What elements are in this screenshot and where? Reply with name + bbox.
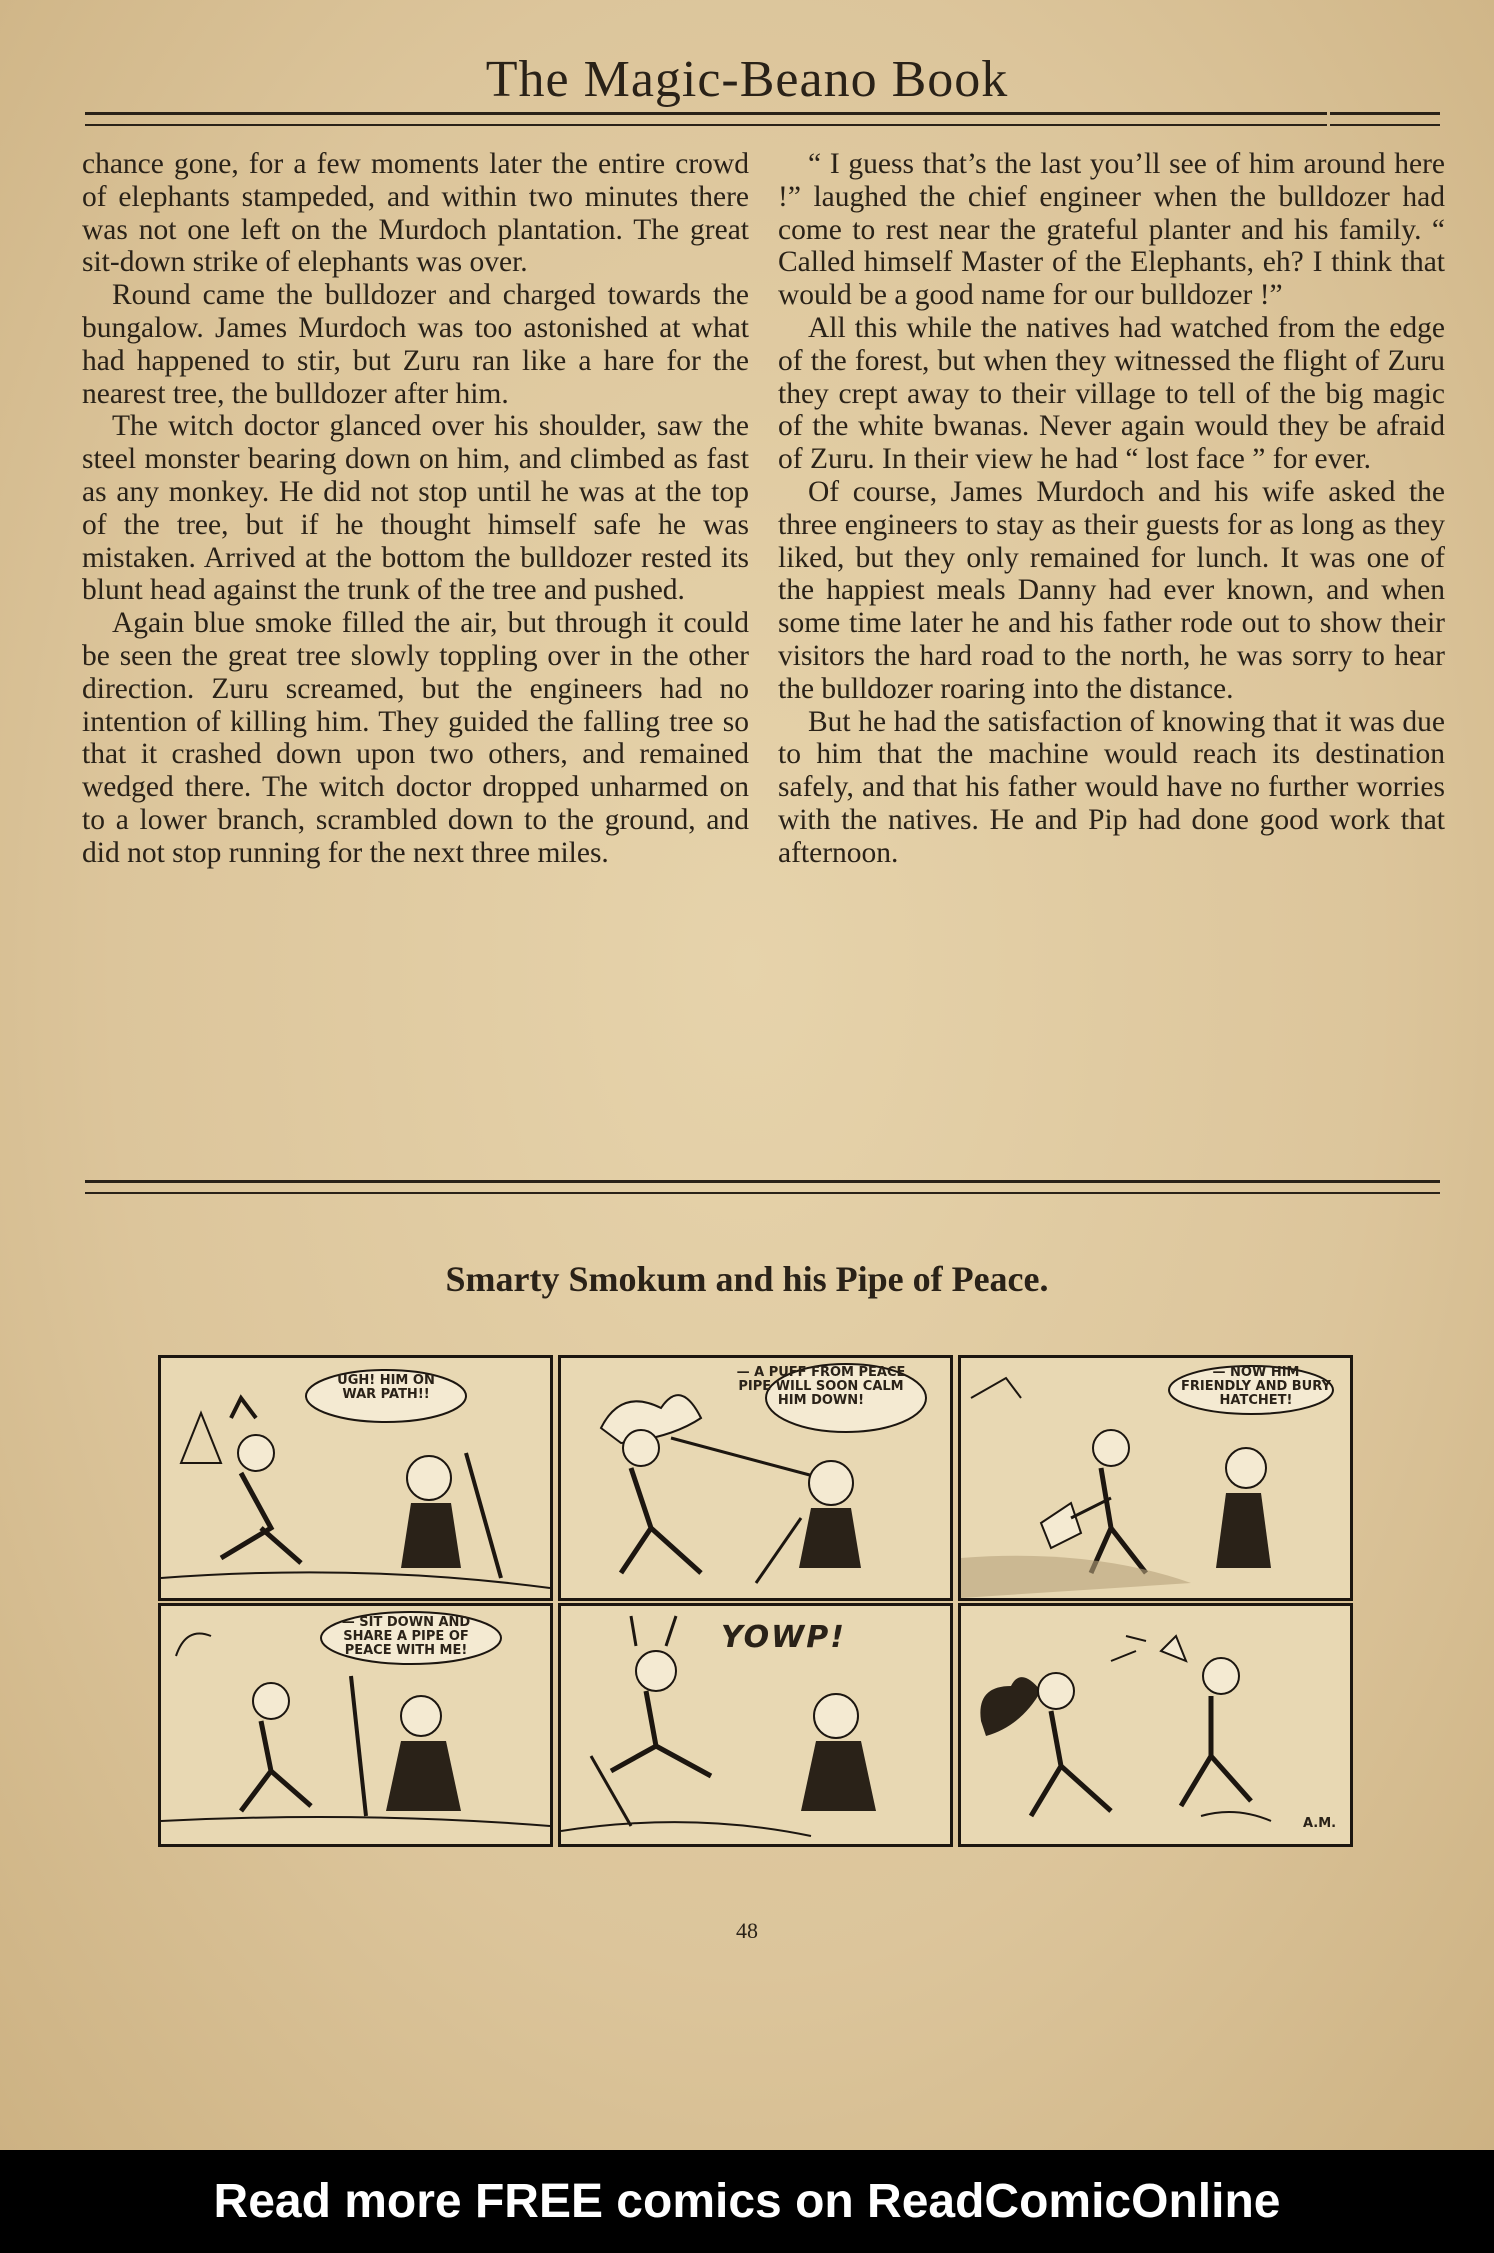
comic-panel-2 bbox=[558, 1355, 953, 1601]
comic-panel-3 bbox=[958, 1355, 1353, 1601]
story-column-right bbox=[778, 148, 1445, 870]
comic-strip-title: Smarty Smokum and his Pipe of Peace. bbox=[445, 1259, 1049, 1299]
page-number: 48 bbox=[736, 1918, 758, 1943]
story-paragraph: The witch doctor glanced over his shoulder, saw the steel monster bearing down on him, and climbed as fast as any monkey. He did not stop until he was at the top of the tree, but if he thought himself safe he was mistaken. Arrived at the bottom the bulldozer rested its blunt head against the trunk of the tree and pushed. bbox=[82, 410, 749, 607]
story-paragraph: But he had the satisfaction of knowing that it was due to him that the machine would reach its destination safely, and that his father would have no further worries with the natives. He and Pip had done good work that afternoon. bbox=[778, 705, 1445, 869]
header-rule-right bbox=[1330, 112, 1440, 126]
story-paragraph: Again blue smoke filled the air, but through it could be seen the great tree slowly toppling over in the other direction. Zuru screamed, but the engineers had no intention of killing him. They guided the falling tree so that it crashed down upon two others, and remained wedged there. The witch doctor dropped unharmed on to a lower branch, scrambled down to the ground, and did not stop running for the next three miles. bbox=[82, 607, 749, 869]
comic-panel-6 bbox=[958, 1603, 1353, 1847]
section-divider-rule bbox=[85, 1180, 1440, 1194]
promo-banner[interactable]: Read more FREE comics on ReadComicOnline bbox=[0, 2150, 1494, 2253]
speech-balloon: — A PUFF FROM PEACE PIPE WILL SOON CALM HIM DOWN! bbox=[736, 1365, 906, 1408]
comic-panel-4 bbox=[158, 1603, 553, 1847]
speech-balloon: — NOW HIM FRIENDLY AND BURY HATCHET! bbox=[1181, 1365, 1331, 1408]
story-paragraph: chance gone, for a few moments later the entire crowd of elephants stampeded, and within two minutes there was not one left on the Murdoch plantation. The great sit-down strike of elephants was over. bbox=[82, 148, 749, 279]
comic-panel-5 bbox=[558, 1603, 953, 1847]
sound-effect-text: YOWP! bbox=[721, 1620, 846, 1655]
page-header-title: The Magic-Beano Book bbox=[485, 51, 1009, 108]
speech-balloon: — SIT DOWN AND SHARE A PIPE OF PEACE WITH ME! bbox=[341, 1615, 471, 1658]
comic-panel-1 bbox=[158, 1355, 553, 1601]
story-paragraph: Of course, James Murdoch and his wife asked the three engineers to stay as their guests for as long as they liked, but they only remained for lunch. It was one of the happiest meals Danny had ever known, and when some time later he and his father rode out to show their visitors the hard road to the north, he was sorry to hear the bulldozer roaring into the distance. bbox=[778, 475, 1445, 705]
speech-balloon: UGH! HIM ON WAR PATH!! bbox=[337, 1373, 435, 1402]
artist-signature: A.M. bbox=[1303, 1816, 1337, 1831]
story-column-left bbox=[82, 148, 749, 870]
story-paragraph: Round came the bulldozer and charged towards the bungalow. James Murdoch was too astonished at what had happened to stir, but Zuru ran like a hare for the nearest tree, the bulldozer after him. bbox=[82, 279, 749, 410]
story-paragraph: All this while the natives had watched from the edge of the forest, but when they witnessed the flight of Zuru they crept away to their village to tell of the big magic of the white bwanas. Never again would they be afraid of Zuru. In their view he had “ lost face ” for ever. bbox=[778, 311, 1445, 476]
comic-panel-art bbox=[961, 1606, 1350, 1844]
header-rule-left bbox=[85, 112, 1327, 126]
story-paragraph: “ I guess that’s the last you’ll see of him around here !” laughed the chief engineer when the bulldozer had come to rest near the grateful planter and his family. “ Called himself Master of the Elephants, eh? I think that would be a good name for our bulldozer !” bbox=[778, 148, 1445, 312]
